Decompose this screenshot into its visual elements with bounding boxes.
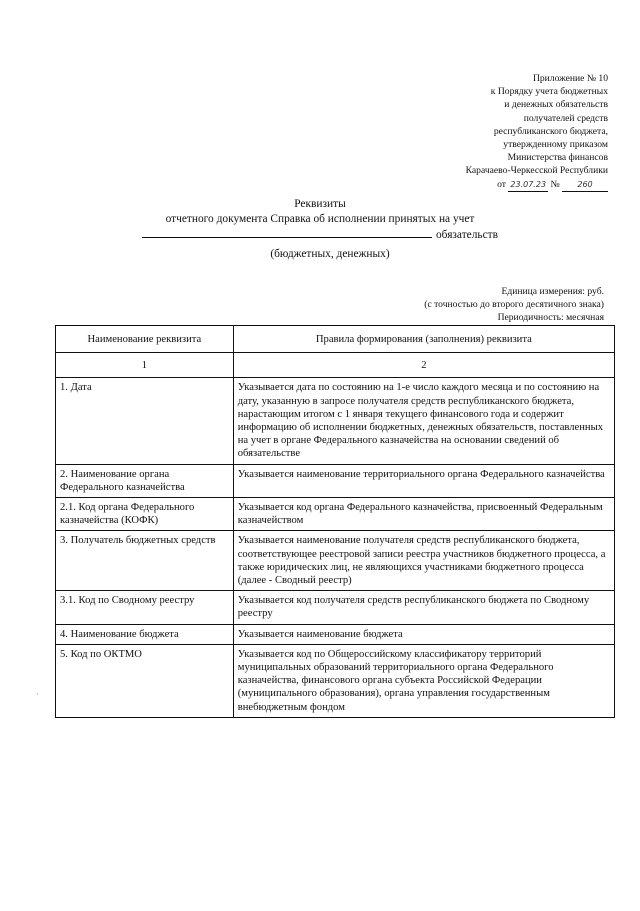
requisite-rule: Указывается дата по состоянию на 1-е число каждого месяца и по состоянию на дату, указанную в запросе получателя средств республиканского бюджета, нарастающим итогом с 1 января текущего финансового года и содержит информацию об исполнении бюджетных, денежных обязательств, поставленных на учет в органе Федерального казначейства на основании сведений об обязательстве [233, 378, 614, 464]
blank-fill-line [142, 227, 432, 238]
title-line-3 [120, 227, 520, 243]
requisite-name: 3.1. Код по Сводному реестру [56, 591, 234, 624]
appendix-line: Приложение № 10 [532, 73, 608, 84]
requisite-rule: Указывается код органа Федерального казначейства, присвоенный Федеральным казначейством [233, 498, 614, 531]
appendix-line: утвержденному приказом [503, 139, 608, 151]
document-title [120, 197, 520, 243]
title-subtitle: (бюджетных, денежных) [270, 248, 390, 260]
units-block [324, 285, 604, 325]
column-number: 2 [233, 353, 614, 378]
requisite-rule: Указывается код получателя средств республиканского бюджета по Сводному реестру [233, 591, 614, 624]
table-row [56, 498, 615, 531]
order-date-line [348, 178, 608, 192]
requisite-name: 1. Дата [56, 378, 234, 464]
requisite-name: 4. Наименование бюджета [56, 624, 234, 644]
requisite-rule: Указывается код по Общероссийскому классификатору территорий муниципальных образований территориального органа Федерального казначейства, финансового органа субъекта Российской Федерации (муниципального образования), органа управления государственным внебюджетным фондом [233, 644, 614, 717]
table-row [56, 464, 615, 497]
title-line-2: отчетного документа Справка об исполнении принятых на учет [165, 213, 475, 225]
requisites-table [55, 325, 615, 718]
column-number: 1 [56, 353, 234, 378]
requisite-rule: Указывается наименование территориального органа Федерального казначейства [233, 464, 614, 497]
table-row [56, 624, 615, 644]
header-formation-rules: Правила формирования (заполнения) реквизита [233, 326, 614, 353]
scan-dot-mark: · [36, 690, 39, 699]
appendix-line: и денежных обязательств [504, 99, 608, 111]
requisite-name: 2. Наименование органа Федерального казначейства [56, 464, 234, 497]
date-prefix: от [497, 178, 506, 190]
handwritten-number: 260 [562, 178, 608, 192]
table-row [56, 531, 615, 591]
requisite-name: 3. Получатель бюджетных средств [56, 531, 234, 591]
table-header-row [56, 326, 615, 353]
column-number-row [56, 353, 615, 378]
table-row [56, 378, 615, 464]
handwritten-date: 23.07.23 [508, 178, 548, 192]
requisite-rule: Указывается наименование получателя средств республиканского бюджета, соответствующее реестровой записи реестра участников бюджетного процесса, а также юридических лиц, не являющихся участниками бюджетного процесса (далее - Сводный реестр) [233, 531, 614, 591]
appendix-line: получателей средств [523, 112, 608, 124]
table-row [56, 591, 615, 624]
table-row [56, 644, 615, 717]
title-line-3-suffix: обязательств [435, 229, 499, 241]
header-requisite-name: Наименование реквизита [56, 326, 234, 353]
units-line-2: (с точностью до второго десятичного знака) [424, 299, 604, 311]
appendix-line: Карачаево-Черкесской Республики [465, 165, 608, 177]
requisite-rule: Указывается наименование бюджета [233, 624, 614, 644]
units-line-1: Единица измерения: руб. [501, 286, 604, 297]
title-line-1: Реквизиты [294, 198, 346, 210]
number-prefix: № [550, 178, 560, 190]
appendix-line: к Порядку учета бюджетных [490, 86, 608, 98]
appendix-line: Министерства финансов [507, 152, 608, 164]
appendix-header [348, 72, 608, 192]
units-line-3: Периодичность: месячная [497, 312, 604, 324]
requisite-name: 5. Код по ОКТМО [56, 644, 234, 717]
appendix-line: республиканского бюджета, [493, 125, 608, 137]
requisite-name: 2.1. Код органа Федерального казначейства (КОФК) [56, 498, 234, 531]
